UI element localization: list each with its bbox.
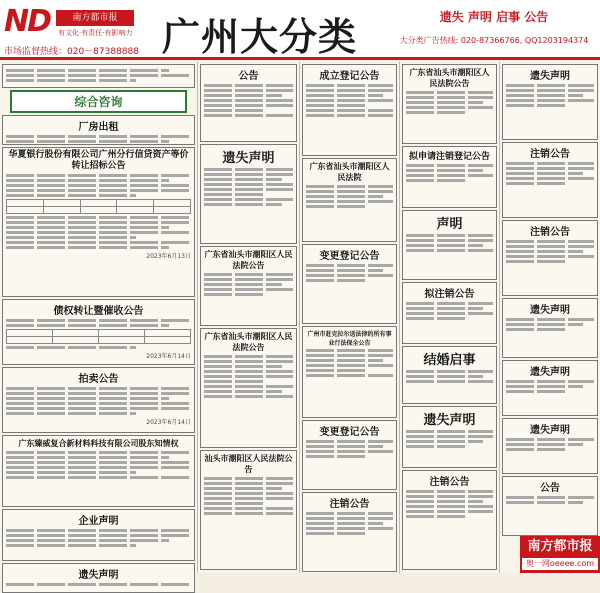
loss-title: 遗失声明 bbox=[423, 413, 476, 428]
supervision-hotline: 市场监督热线：020－87388888 bbox=[4, 47, 139, 57]
statement-title: 声明 bbox=[436, 217, 463, 232]
cancellation-ad bbox=[502, 220, 598, 296]
change-registration-ad bbox=[302, 244, 397, 324]
preservation-ad bbox=[302, 326, 397, 418]
notice-title: 公告 bbox=[238, 71, 259, 82]
loss-ad bbox=[502, 64, 598, 140]
loss-ad bbox=[2, 563, 195, 593]
court-ad bbox=[302, 158, 397, 242]
court-title: 广东省汕头市潮阳区人民法院 bbox=[309, 162, 390, 182]
column-5 bbox=[500, 62, 600, 573]
marriage-title: 结婚启事 bbox=[423, 353, 476, 368]
ad-block bbox=[2, 64, 195, 88]
court-title: 广东省汕头市潮阳区人民法院公告 bbox=[204, 332, 293, 352]
column-3 bbox=[300, 62, 400, 573]
court-title: 广东省汕头市潮阳区人民法院公告 bbox=[409, 68, 490, 88]
debt-table bbox=[6, 329, 191, 344]
loss-title: 遗失声明 bbox=[222, 151, 275, 166]
notice-title: 公告 bbox=[540, 483, 560, 494]
pre-cancel-ad bbox=[402, 282, 497, 344]
loss-title: 遗失声明 bbox=[78, 570, 119, 581]
court-title: 汕头市潮阳区人民法院公告 bbox=[204, 454, 293, 474]
column-2 bbox=[198, 62, 300, 573]
loss-ad bbox=[200, 144, 297, 244]
logo-mark: ND bbox=[4, 4, 51, 39]
registration-ad bbox=[302, 64, 397, 156]
loss-ad bbox=[402, 406, 497, 468]
notice-ad bbox=[502, 476, 598, 536]
pre-cancel-ad bbox=[402, 146, 497, 208]
loss-title: 遗失声明 bbox=[530, 71, 570, 82]
auction-ad bbox=[2, 367, 195, 433]
debt-ad bbox=[2, 299, 195, 365]
auction-title: 拍卖公告 bbox=[78, 374, 119, 385]
loss-title: 遗失声明 bbox=[530, 367, 570, 378]
section-subtitle: 遗失 声明 启事 公告 bbox=[439, 10, 549, 24]
column-1 bbox=[0, 62, 198, 581]
cancellation-title: 注销公告 bbox=[530, 149, 570, 160]
statement-ad bbox=[402, 210, 497, 280]
notice-ad bbox=[200, 64, 297, 142]
section-title: 广州大分类 bbox=[162, 14, 358, 59]
court-title: 广东省汕头市潮阳区人民法院公告 bbox=[204, 250, 293, 270]
corp-statement-title: 企业声明 bbox=[78, 516, 119, 527]
loss-title: 遗失声明 bbox=[530, 305, 570, 316]
court-notice-ad bbox=[200, 328, 297, 448]
rent-title: 厂房出租 bbox=[78, 122, 119, 133]
change-registration-ad bbox=[302, 420, 397, 490]
court-notice-ad bbox=[200, 450, 297, 570]
loss-ad bbox=[502, 360, 598, 416]
pre-cancel-title: 拟注销公告 bbox=[424, 289, 475, 300]
consult-heading: 综合咨询 bbox=[10, 90, 187, 113]
corner-website: 奥一网oeeee.com bbox=[522, 558, 598, 570]
cancellation-ad bbox=[402, 470, 497, 570]
auction-date: 2023年6月14日 bbox=[146, 419, 191, 426]
corp-statement-ad bbox=[2, 509, 195, 561]
corner-brand-name: 南方都市报 bbox=[527, 539, 593, 554]
loss-ad bbox=[502, 418, 598, 474]
cancellation-ad bbox=[302, 492, 397, 572]
marriage-ad bbox=[402, 346, 497, 404]
registration-title: 成立登记公告 bbox=[319, 71, 380, 82]
asset-table bbox=[6, 199, 191, 214]
column-4 bbox=[400, 62, 500, 573]
cancellation-title: 注销公告 bbox=[530, 227, 570, 238]
rent-ad bbox=[2, 115, 195, 145]
loss-ad bbox=[502, 298, 598, 358]
company-ad bbox=[2, 435, 195, 507]
debt-title: 债权转让暨催收公告 bbox=[53, 306, 144, 317]
ad-hotline: 大分类广告热线: 020-87366766, QQ1203194374 bbox=[399, 36, 589, 45]
loss-title: 遗失声明 bbox=[530, 425, 570, 436]
bank-tender-date: 2023年6月13日 bbox=[146, 253, 191, 260]
court-ad bbox=[402, 64, 497, 144]
cancellation-title: 注销公告 bbox=[329, 499, 370, 510]
court-notice-ad bbox=[200, 246, 297, 326]
header-right bbox=[392, 8, 596, 46]
change-title: 变更登记公告 bbox=[319, 251, 380, 262]
preservation-title: 广州市赶克拉尔送法律的所有事业行法保全公告 bbox=[307, 331, 392, 347]
debt-date: 2023年6月14日 bbox=[146, 353, 191, 360]
logo-tagline: 有文化·有责任·有影响力 bbox=[58, 29, 133, 37]
cancellation-ad bbox=[502, 142, 598, 218]
masthead bbox=[0, 0, 600, 60]
change-title: 变更登记公告 bbox=[319, 427, 380, 438]
cancellation-title: 注销公告 bbox=[429, 477, 470, 488]
pre-cancel-title: 拟申请注销登记公告 bbox=[408, 152, 490, 162]
bank-tender-ad bbox=[2, 147, 195, 297]
newspaper-logo bbox=[4, 4, 144, 42]
company-title: 广东臻威复合新材料科技有限公司股东知情权 bbox=[18, 439, 179, 448]
bank-tender-title: 华夏银行股份有限公司广州分行信贷资产等价转让招标公告 bbox=[8, 150, 189, 171]
logo-badge: 南方都市报 bbox=[56, 10, 134, 26]
brand-corner-badge bbox=[520, 536, 600, 573]
